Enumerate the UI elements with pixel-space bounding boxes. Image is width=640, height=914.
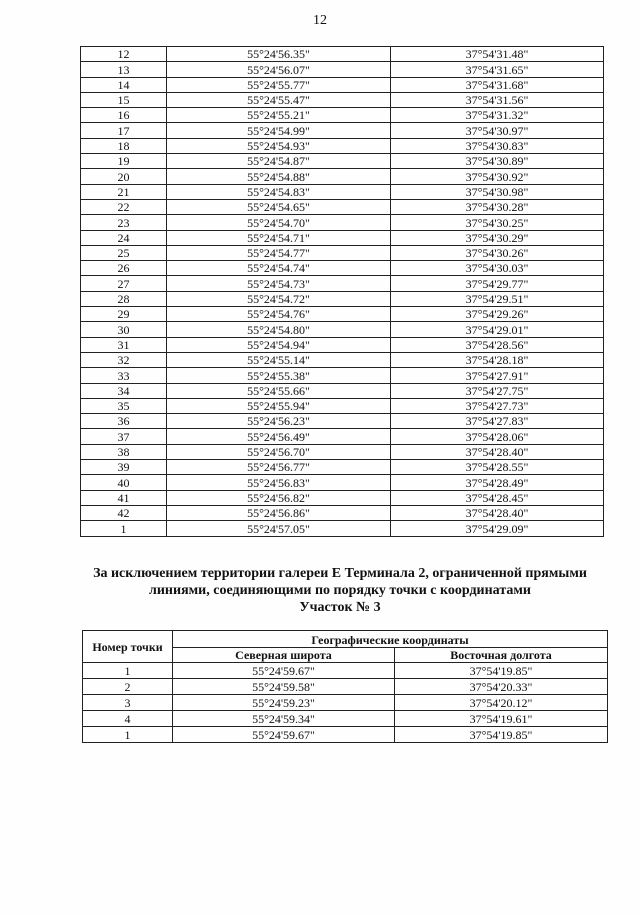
longitude-cell: 37°54'27.75" (391, 383, 604, 398)
longitude-cell: 37°54'27.73" (391, 398, 604, 413)
coordinates-table-body (81, 47, 604, 537)
latitude-cell: 55°24'54.88" (167, 169, 391, 184)
point-number-cell: 34 (81, 383, 167, 398)
point-number-cell: 21 (81, 184, 167, 199)
point-number-cell: 27 (81, 276, 167, 291)
longitude-cell: 37°54'30.03" (391, 261, 604, 276)
longitude-cell: 37°54'30.83" (391, 138, 604, 153)
latitude-cell: 55°24'54.74" (167, 261, 391, 276)
point-number-cell: 42 (81, 505, 167, 520)
latitude-cell: 55°24'54.87" (167, 154, 391, 169)
point-number-cell: 24 (81, 230, 167, 245)
point-number-cell: 17 (81, 123, 167, 138)
table-header-row (83, 631, 608, 648)
latitude-cell: 55°24'59.34" (173, 711, 395, 727)
plot-3-table-body (83, 663, 608, 743)
table-row (81, 291, 604, 306)
table-row (81, 245, 604, 260)
point-number-cell: 25 (81, 245, 167, 260)
table-row (81, 77, 604, 92)
point-number-cell: 1 (81, 521, 167, 536)
table-row (81, 62, 604, 77)
table-row (83, 663, 608, 679)
point-number-cell: 29 (81, 307, 167, 322)
section-title-line-3: Участок № 3 (299, 600, 381, 615)
latitude-cell: 55°24'56.86" (167, 505, 391, 520)
point-number-cell: 28 (81, 291, 167, 306)
table-row (81, 414, 604, 429)
latitude-cell: 55°24'56.07" (167, 62, 391, 77)
longitude-cell: 37°54'30.28" (391, 199, 604, 214)
point-number-cell: 23 (81, 215, 167, 230)
table-row (81, 123, 604, 138)
table-row (81, 138, 604, 153)
longitude-cell: 37°54'28.40" (391, 505, 604, 520)
point-number-cell: 22 (81, 199, 167, 214)
table-row (83, 711, 608, 727)
table-row (81, 352, 604, 367)
point-number-cell: 2 (83, 679, 173, 695)
table-row (81, 169, 604, 184)
point-number-cell: 30 (81, 322, 167, 337)
longitude-cell: 37°54'29.09" (391, 521, 604, 536)
longitude-header: Восточная долгота (395, 648, 608, 663)
point-number-cell: 20 (81, 169, 167, 184)
longitude-cell: 37°54'28.49" (391, 475, 604, 490)
section-title-line-1: За исключением территории галереи Е Терминала 2, ограниченной прямыми (93, 566, 587, 581)
section-title (60, 565, 620, 616)
longitude-cell: 37°54'30.26" (391, 245, 604, 260)
point-number-cell: 38 (81, 444, 167, 459)
latitude-cell: 55°24'54.83" (167, 184, 391, 199)
table-row (81, 444, 604, 459)
longitude-cell: 37°54'30.98" (391, 184, 604, 199)
longitude-cell: 37°54'19.85" (395, 727, 608, 743)
latitude-cell: 55°24'56.23" (167, 414, 391, 429)
point-number-cell: 31 (81, 337, 167, 352)
table-row (81, 460, 604, 475)
point-number-cell: 1 (83, 663, 173, 679)
point-number-cell: 1 (83, 727, 173, 743)
latitude-cell: 55°24'56.70" (167, 444, 391, 459)
table-row (81, 505, 604, 520)
latitude-cell: 55°24'55.47" (167, 92, 391, 107)
longitude-cell: 37°54'30.29" (391, 230, 604, 245)
table-row (83, 727, 608, 743)
longitude-cell: 37°54'20.33" (395, 679, 608, 695)
longitude-cell: 37°54'19.85" (395, 663, 608, 679)
latitude-cell: 55°24'56.82" (167, 490, 391, 505)
point-number-cell: 40 (81, 475, 167, 490)
table-row (81, 398, 604, 413)
table-row (81, 337, 604, 352)
longitude-cell: 37°54'30.97" (391, 123, 604, 138)
table-row (83, 695, 608, 711)
longitude-cell: 37°54'30.92" (391, 169, 604, 184)
longitude-cell: 37°54'27.91" (391, 368, 604, 383)
table-row (81, 184, 604, 199)
latitude-cell: 55°24'54.77" (167, 245, 391, 260)
point-number-cell: 41 (81, 490, 167, 505)
point-number-cell: 16 (81, 108, 167, 123)
longitude-cell: 37°54'28.55" (391, 460, 604, 475)
longitude-cell: 37°54'31.65" (391, 62, 604, 77)
latitude-cell: 55°24'56.49" (167, 429, 391, 444)
point-number-cell: 39 (81, 460, 167, 475)
table-row (83, 679, 608, 695)
latitude-cell: 55°24'55.66" (167, 383, 391, 398)
longitude-cell: 37°54'30.89" (391, 154, 604, 169)
point-number-cell: 12 (81, 47, 167, 62)
latitude-cell: 55°24'56.83" (167, 475, 391, 490)
table-row (81, 230, 604, 245)
point-number-cell: 13 (81, 62, 167, 77)
longitude-cell: 37°54'29.77" (391, 276, 604, 291)
point-number-cell: 14 (81, 77, 167, 92)
latitude-cell: 55°24'54.73" (167, 276, 391, 291)
point-number-cell: 3 (83, 695, 173, 711)
table-row (81, 521, 604, 536)
table-row (81, 307, 604, 322)
longitude-cell: 37°54'20.12" (395, 695, 608, 711)
longitude-cell: 37°54'28.06" (391, 429, 604, 444)
latitude-cell: 55°24'56.35" (167, 47, 391, 62)
point-number-cell: 36 (81, 414, 167, 429)
longitude-cell: 37°54'19.61" (395, 711, 608, 727)
latitude-cell: 55°24'55.77" (167, 77, 391, 92)
latitude-cell: 55°24'56.77" (167, 460, 391, 475)
latitude-header: Северная широта (173, 648, 395, 663)
longitude-cell: 37°54'28.18" (391, 352, 604, 367)
geo-coordinates-header: Географические координаты (173, 631, 608, 648)
latitude-cell: 55°24'59.67" (173, 663, 395, 679)
table-row (81, 215, 604, 230)
latitude-cell: 55°24'54.65" (167, 199, 391, 214)
longitude-cell: 37°54'31.32" (391, 108, 604, 123)
longitude-cell: 37°54'28.56" (391, 337, 604, 352)
latitude-cell: 55°24'59.67" (173, 727, 395, 743)
point-number-cell: 26 (81, 261, 167, 276)
latitude-cell: 55°24'54.94" (167, 337, 391, 352)
longitude-cell: 37°54'27.83" (391, 414, 604, 429)
latitude-cell: 55°24'54.99" (167, 123, 391, 138)
point-number-header: Номер точки (83, 631, 173, 663)
latitude-cell: 55°24'59.23" (173, 695, 395, 711)
latitude-cell: 55°24'55.21" (167, 108, 391, 123)
latitude-cell: 55°24'55.94" (167, 398, 391, 413)
table-row (81, 322, 604, 337)
table-row (81, 490, 604, 505)
table-row (81, 261, 604, 276)
latitude-cell: 55°24'54.71" (167, 230, 391, 245)
table-row (81, 368, 604, 383)
point-number-cell: 18 (81, 138, 167, 153)
table-row (81, 154, 604, 169)
longitude-cell: 37°54'28.40" (391, 444, 604, 459)
plot-3-coordinates-table (82, 630, 608, 743)
point-number-cell: 35 (81, 398, 167, 413)
longitude-cell: 37°54'29.51" (391, 291, 604, 306)
latitude-cell: 55°24'55.14" (167, 352, 391, 367)
latitude-cell: 55°24'54.80" (167, 322, 391, 337)
point-number-cell: 33 (81, 368, 167, 383)
longitude-cell: 37°54'31.48" (391, 47, 604, 62)
point-number-cell: 15 (81, 92, 167, 107)
point-number-cell: 4 (83, 711, 173, 727)
table-row (81, 429, 604, 444)
point-number-cell: 32 (81, 352, 167, 367)
longitude-cell: 37°54'31.56" (391, 92, 604, 107)
page-number: 12 (313, 13, 327, 28)
table-row (81, 108, 604, 123)
point-number-cell: 19 (81, 154, 167, 169)
point-number-cell: 37 (81, 429, 167, 444)
table-row (81, 199, 604, 214)
table-row (81, 475, 604, 490)
longitude-cell: 37°54'29.26" (391, 307, 604, 322)
longitude-cell: 37°54'28.45" (391, 490, 604, 505)
longitude-cell: 37°54'31.68" (391, 77, 604, 92)
table-row (81, 47, 604, 62)
coordinates-table-continued (80, 46, 604, 537)
table-row (81, 383, 604, 398)
latitude-cell: 55°24'54.72" (167, 291, 391, 306)
longitude-cell: 37°54'30.25" (391, 215, 604, 230)
longitude-cell: 37°54'29.01" (391, 322, 604, 337)
latitude-cell: 55°24'59.58" (173, 679, 395, 695)
table-row (81, 92, 604, 107)
latitude-cell: 55°24'54.76" (167, 307, 391, 322)
section-title-line-2: линиями, соединяющими по порядку точки с координатами (149, 583, 531, 598)
latitude-cell: 55°24'54.93" (167, 138, 391, 153)
table-row (81, 276, 604, 291)
latitude-cell: 55°24'57.05" (167, 521, 391, 536)
latitude-cell: 55°24'54.70" (167, 215, 391, 230)
latitude-cell: 55°24'55.38" (167, 368, 391, 383)
